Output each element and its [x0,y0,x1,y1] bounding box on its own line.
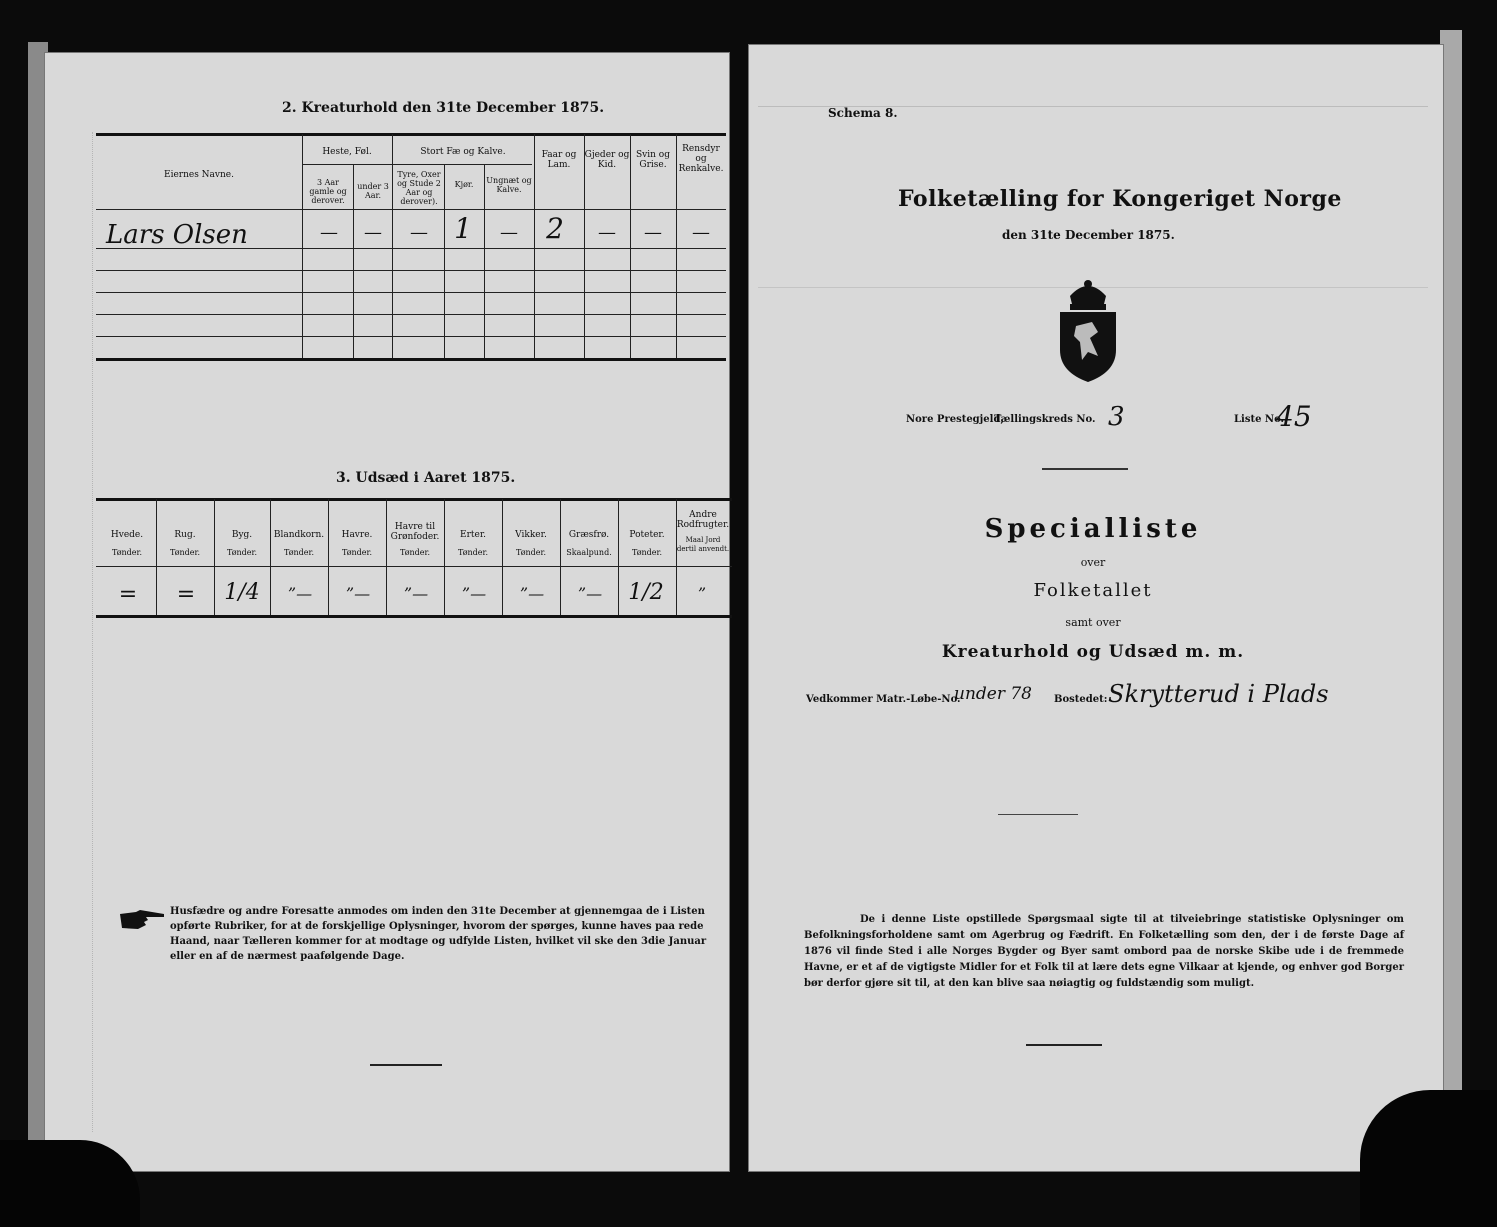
bosted-label: Bostedet: [1054,694,1108,705]
s3-val-4: ”— [345,584,371,603]
s3-bottom-rule [96,615,732,618]
s3-unit-8: Skaalpund. [566,548,612,557]
s2-col-rensdyr: Rensdyr og Renkalve. [678,144,724,174]
s3-v2 [214,499,215,615]
s2-val-6: — [598,222,616,243]
s3-unit-10: Maal Jord dertil anvendt. [676,536,730,553]
s3-val-7: ”— [519,584,545,603]
s3-val-1: = [176,582,196,607]
s2-val-3: 1 [454,212,472,245]
over-text-1: over [1080,556,1106,569]
s3-val-5: ”— [403,584,429,603]
s2-val-8: — [692,222,710,243]
ghost-margin [92,132,153,1132]
s2-group-stortfae: Stort Fæ og Kalve. [420,147,506,157]
section2-title: 2. Kreaturhold den 31te December 1875. [282,100,605,116]
s3-col-0: Hvede. [110,530,144,540]
s3-col-4: Havre. [341,530,373,540]
s3-unit-0: Tønder. [111,548,143,557]
s2-val-2: — [410,222,428,243]
s3-col-10: Andre Rodfrugter. [676,510,730,530]
s3-v6 [444,499,445,615]
s2-row4-rule [96,314,726,315]
s2-row2-rule [96,270,726,271]
s2-heste-sub2: under 3 Aar. [357,182,389,200]
s3-v7 [502,499,503,615]
s3-unit-6: Tønder. [457,548,489,557]
s3-v9 [618,499,619,615]
s2-heste-sub-rule [302,164,532,165]
matr-value: under 78 [954,684,1033,704]
right-divider-2 [998,814,1078,815]
s2-heste-sub1: 3 Aar gamle og derover. [309,178,347,205]
s3-val-8: ”— [577,584,603,603]
schema-label: Schema 8. [828,106,898,120]
section3-title: 3. Udsæd i Aaret 1875. [336,470,516,486]
s2-val-1: — [364,222,382,243]
s3-unit-4: Tønder. [341,548,373,557]
s2-v1 [302,134,303,358]
s3-header-rule [96,566,732,567]
census-purpose-text: De i denne Liste opstillede Spørgsmaal sigte til at tilveiebringe statistiske Oplysninger om Befolkningsforholdene samt om Agerbrug og Fædrift. En Folketælling som den, der i de første Dage af 1876 vil finde Sted i alle Norges Bygder og Byer samt ombord paa de norske Skibe ude i de fremmede Havne, er et af de vigtigste Midler for et Folk til at lære dets egne Vilkaar at kjende, og enhver god Borger bør derfor gjøre sit til, at den kan blive saa nøiagtig og fuldstændig som muligt. [804,914,1404,989]
liste-label: Liste No. [1234,414,1285,425]
s3-col-6: Erter. [460,530,486,540]
s2-v9 [676,134,677,358]
right-divider-1 [1042,468,1128,470]
s2-val-5: 2 [546,212,564,245]
s2-col-gjeder: Gjeder og Kid. [584,150,630,170]
s3-unit-5: Tønder. [399,548,431,557]
s3-v5 [386,499,387,615]
right-bottom-divider [1026,1044,1102,1046]
s3-v8 [560,499,561,615]
s3-v4 [328,499,329,615]
s2-bottom-rule [96,358,726,361]
kreds-value: 3 [1108,402,1125,432]
s3-col-9: Poteter. [629,530,665,540]
s3-unit-2: Tønder. [226,548,258,557]
right-page [748,44,1444,1172]
s2-top-rule [96,133,726,136]
s2-row5-rule [96,336,726,337]
s3-val-9: 1/2 [628,580,664,605]
s2-group-heste: Heste, Føl. [322,147,372,157]
prestegjeld-label: Nore Prestegjeld, [906,414,1004,425]
s3-val-2: 1/4 [224,580,260,605]
s3-val-10: ” [697,584,707,603]
s3-top-rule [96,498,732,501]
census-title: Folketælling for Kongeriget Norge [898,186,1342,212]
liste-value: 45 [1276,400,1312,433]
s3-col-3: Blandkorn. [273,530,325,540]
s2-val-4: — [500,222,518,243]
s2-header-rule [96,209,726,210]
pointing-hand-icon [118,908,168,932]
s3-col-8: Græsfrø. [568,530,610,540]
s3-unit-7: Tønder. [515,548,547,557]
s2-row-owner: Lars Olsen [106,220,248,250]
s2-v3 [392,134,393,358]
specialliste-title: Specialliste [984,514,1202,544]
s3-col-1: Rug. [174,530,196,540]
kreds-label: Tællingskreds No. [994,414,1096,425]
samt-over-text: samt over [1065,616,1121,629]
household-notice: Husfædre og andre Foresatte anmodes om inden den 31te December at gjennemgaa de i Listen opførte Rubriker, for at de forskjellige Oplysninger, hvorom der spørges, kunne haves paa rede Haand, naar Tælleren kommer for at modtage og udfylde Listen, hvilket vil ske den 3die Januar eller en af de nærmest paafølgende Dage. [170,906,707,962]
s3-unit-1: Tønder. [169,548,201,557]
folketallet-text: Folketallet [1033,580,1153,601]
s2-stort-sub2: Kjør. [454,180,474,189]
s2-col-owner: Eiernes Navne. [164,170,234,180]
kreaturhold-text: Kreaturhold og Udsæd m. m. [941,642,1245,662]
s2-stort-sub1: Tyre, Oxer og Stude 2 Aar og derover). [397,170,441,206]
s2-val-7: — [644,222,662,243]
s2-stort-sub3: Ungnæt og Kalve. [486,176,532,194]
s3-v3 [270,499,271,615]
bosted-value: Skrytterud i Plads [1108,680,1329,708]
s2-row3-rule [96,292,726,293]
s2-val-0: — [320,222,338,243]
matr-label: Vedkommer Matr.-Løbe-No. [806,694,961,705]
s3-val-3: ”— [287,584,313,603]
s2-v4 [444,164,445,358]
s3-unit-9: Tønder. [631,548,663,557]
s2-col-faar: Faar og Lam. [541,150,577,170]
s3-val-0: = [118,582,138,607]
census-date: den 31te December 1875. [1002,228,1175,242]
s3-col-2: Byg. [231,530,253,540]
s3-unit-3: Tønder. [283,548,315,557]
coat-of-arms-icon [1048,276,1128,386]
s3-col-5: Havre til Grønfoder. [390,522,440,542]
s2-col-svin: Svin og Grise. [636,150,670,170]
left-page [44,52,730,1172]
left-bottom-divider [370,1064,442,1066]
corner-shadow-right [1360,1090,1497,1227]
s2-v5 [484,164,485,358]
s3-v1 [156,499,157,615]
s3-col-7: Vikker. [515,530,547,540]
s3-val-6: ”— [461,584,487,603]
